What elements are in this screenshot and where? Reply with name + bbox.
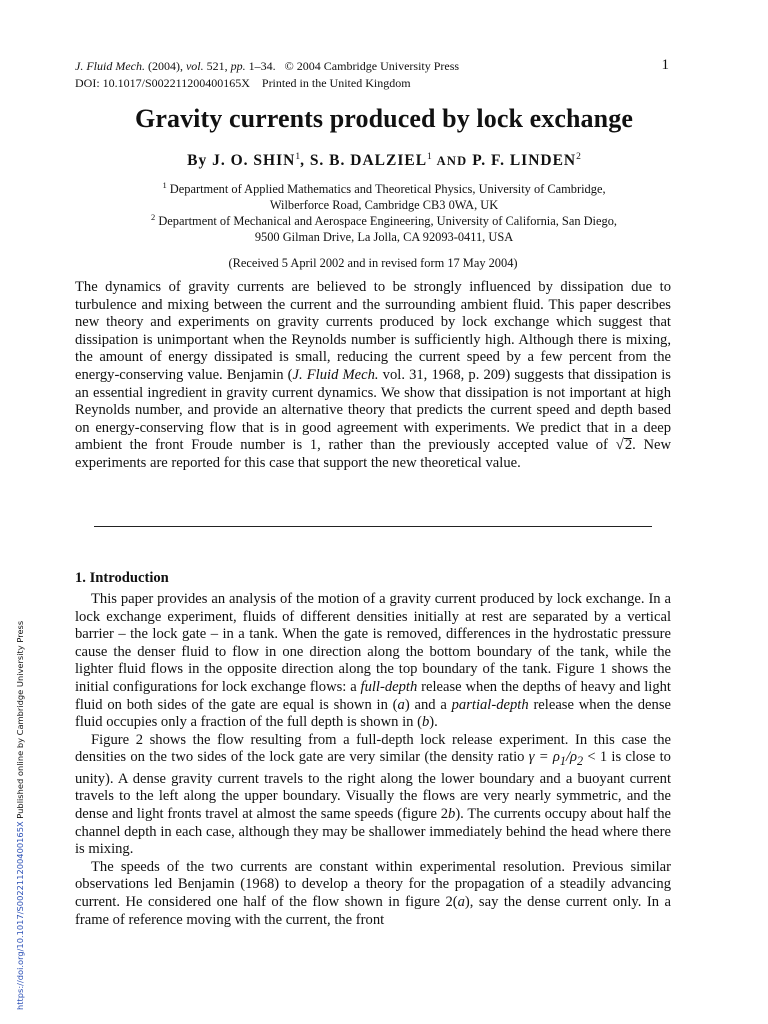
author-dalziel-affil: 1 [427, 152, 432, 162]
and-label: AND [436, 154, 468, 169]
author-linden: P. F. LINDEN [472, 152, 577, 170]
sqrt-symbol: √ [615, 437, 624, 454]
volume-number: 521, [206, 59, 228, 73]
page-number: 1 [661, 57, 669, 73]
author-dalziel: S. B. DALZIEL [309, 152, 428, 170]
paragraph: This paper provides an analysis of the motion of a gravity current produced by lock exchange. In a lock exchange experiment, fluids of different densities initially at rest are separated by a vertical barrier – the lock gate – in a tank. When the gate is removed, differences in the hydrostatic pressure cause the denser fluid to flow in one direction along the bottom boundary of the tank, while the lighter fluid flows in the opposite direction along the top boundary of the tank. Figure 1 shows the initial configurations for lock exchange flows: a full-depth release when the depths of heavy and light fluid on both sides of the gate are equal is shown in (a) and a partial-depth release when the dense fluid occupies only a fraction of the full depth is shown in (b). [75, 591, 671, 731]
page-range: 1–34. [248, 59, 276, 73]
abstract: The dynamics of gravity currents are believed to be strongly influenced by dissipation due to turbulence and mixing between the current and the surrounding ambient fluid. This paper describes new theory and experiments on gravity currents produced by lock exchange which suggest that dissipation is unimportant when the Reynolds number is sufficiently high. Although there is mixing, the amount of energy dissipated is small, reducing the current speed by a few percent from the energy-conserving value. Benjamin (J. Fluid Mech. vol. 31, 1968, p. 209) suggests that dissipation is an essential ingredient in gravity current dynamics. We show that dissipation is not important at high Reynolds number, and provide an alternative theory that predicts the current speed and depth based on energy-conserving flow that is in good agreement with experiments. We predict that in a deep ambient the front Froude number is 1, rather than the previously accepted value of √2. New experiments are reported for this case that support the new theoretical value. [75, 279, 671, 471]
section-body [75, 591, 671, 929]
publication-note [15, 621, 25, 1010]
copyright-notice: © 2004 Cambridge University Press [284, 59, 460, 73]
paper-title: Gravity currents produced by lock exchange [135, 104, 633, 133]
doi: DOI: 10.1017/S002211200400165X [75, 76, 250, 90]
affiliation-2: $^2$ Department of Mechanical and Aerospace Engineering, University of California, San Diego, 9500 Gilman Drive, La Jolla, CA 92093-0411, USA [150, 212, 617, 245]
by-label: By [187, 152, 208, 170]
published-online-text: Published online by Cambridge University Press [15, 620, 25, 822]
paragraph: Figure 2 shows the flow resulting from a full-depth lock release experiment. In this case the densities on the two sides of the lock gate are very similar (the density ratio $\gamma = \rho_1/\rho_2 < 1$ is close to unity). A dense gravity current travels to the right along the lower boundary and a buoyant current travels to the left along the upper boundary. Visually the flows are very nearly symmetric, and the dense and light fronts travel at almost the same speeds (figure 2b). The currents occupy about half the channel depth in each case, although they may be shallower immediately behind the head where there is mixing. [75, 731, 671, 858]
doi-line [75, 75, 459, 92]
journal-name: J. Fluid Mech. [75, 59, 145, 73]
volume-label: vol. [185, 59, 204, 73]
citation-line [75, 58, 459, 75]
received-dates: (Received 5 April 2002 and in revised form 17 May 2004) [228, 256, 518, 270]
author-shin-affil: 1 [295, 152, 301, 162]
affiliation-1: $^1$ Department of Applied Mathematics and Theoretical Physics, University of Cambridge, Wilberforce Road, Cambridge CB3 0WA, UK [162, 180, 606, 213]
author-linden-affil: 2 [576, 152, 581, 162]
running-header [75, 58, 459, 92]
doi-link[interactable]: https://doi.org/10.1017/S002211200400165X [15, 821, 25, 1010]
density-ratio: $\gamma = \rho_1/\rho_2$ [528, 749, 584, 769]
journal-year: (2004), [147, 59, 183, 73]
author-shin: J. O. SHIN [212, 152, 296, 170]
sqrt-argument: 2 [624, 437, 633, 454]
author-line: By J. O. SHIN$^1$, S. B. DALZIEL$^1$ AND P. F. LINDEN$^2$ [187, 152, 581, 170]
printed-notice: Printed in the United Kingdom [261, 76, 411, 90]
reference-journal: J. Fluid Mech. [292, 366, 379, 383]
pages-label: pp. [230, 59, 246, 73]
abstract-divider [94, 526, 652, 527]
section-heading: 1. Introduction [75, 570, 169, 586]
paragraph: The speeds of the two currents are constant within experimental resolution. Previous similar observations led Benjamin (1968) to develop a theory for the propagation of a steadily advancing current. He considered one half of the flow shown in figure 2(a), say the dense current only. In a frame of reference moving with the current, the front [75, 858, 671, 928]
